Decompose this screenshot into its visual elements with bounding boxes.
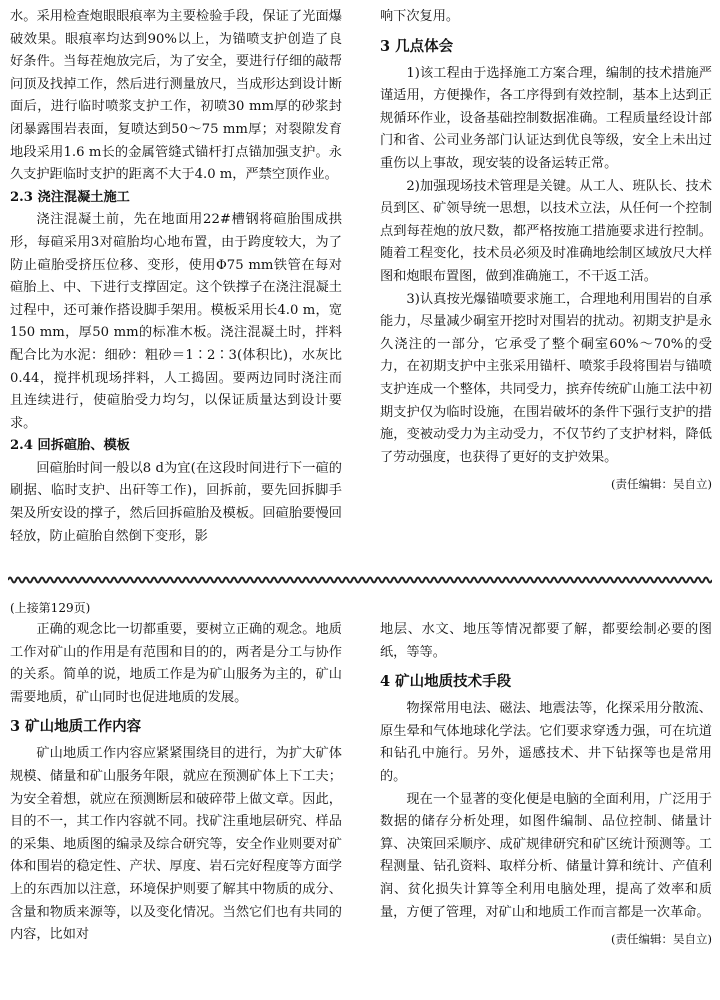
paragraph: 物探常用电法、磁法、地震法等，化探采用分散流、原生晕和气体地球化学法。它们要求穿透力强，可在坑道和钻孔中施行。另外，遥感技术、井下钻探等也是常用的。	[380, 701, 712, 784]
wavy-divider	[8, 574, 712, 586]
paragraph: 地层、水文、地压等情况都要了解，都要绘制必要的图纸，等等。	[380, 622, 712, 660]
paragraph: 响下次复用。	[380, 9, 460, 24]
paragraph: 2)加强现场技术管理是关键。从工人、班队长、技术员到区、矿领导统一思想，以技术立法，从任何一个控制点到每茬炮的放尺数，都严格按施工措施要求进行控制。随着工程变化，技术员必须及时准确地绘制区域放尺大样图和炮眼布置图，做到准确施工，不干返工活。	[380, 178, 712, 284]
paragraph: 1)该工程由于选择施工方案合理，编制的技术措施严谨适用，方便操作，各工序得到有效控制，基本上达到正规循环作业，设备基础控制数据准确。工程质量经设计部门和省、公司业务部门认证达到优良等级，安全上未出过重伤以上事故，现安装的设备运转正常。	[380, 65, 712, 171]
bottom-left-column	[10, 597, 342, 947]
editor-credit: (责任编辑：吴自立)	[611, 932, 712, 947]
paragraph: 浇注混凝土前，先在地面用22#槽钢将碹胎围成拱形，每碹采用3对碹胎均心地布置，由于跨度较大，为了防止碹胎受挤压位移、变形，使用Φ75 mm铁管在每对碹胎上、中、下进行支撑固定。这个铁撑子在浇注混凝土过程中，还可兼作搭设脚手架用。模板采用长4.0 m，宽150 mm，厚50 mm的标准木板。浇注混凝土时，拌料配合比为水泥：细砂：粗砂＝1∶2∶3(体积比)，水灰比0.44，搅拌机现场拌料，人工捣固。要两边同时浇注而且连续进行，使碹胎受力均匀，以保证质量达到设计要求。	[10, 212, 342, 431]
section-heading: 2.4 回拆碹胎、模板	[10, 438, 130, 454]
section-heading: 3 几点体会	[380, 37, 454, 55]
section-heading: 2.3 浇注混凝土施工	[10, 189, 130, 205]
bottom-right-column	[380, 619, 712, 950]
continued-from-note: (上接第129页)	[10, 601, 91, 615]
paragraph: 回碹胎时间一般以8 d为宜(在这段时间进行下一碹的刷据、临时支护、出矸等工作)，回拆前，要先回拆脚手架及所安设的撑子，然后回拆碹胎及模板。回碹胎要慢回轻放，防止碹胎自然倒下变形，影	[10, 460, 342, 544]
section-heading: 4 矿山地质技术手段	[380, 673, 512, 691]
paragraph: 正确的观念比一切都重要，要树立正确的观念。地质工作对矿山的作用是有范围和目的的，两者是分工与协作的关系。简单的说，地质工作是为矿山服务为主的，矿山需要地质，矿山同时也促进地质的发展。	[10, 622, 342, 705]
paragraph: 现在一个显著的变化便是电脑的全面利用，广泛用于数据的储存分析处理，如图件编制、品位控制、储量计算、决策回采顺序、成矿规律研究和矿区统计预测等。工程测量、钻孔资料、取样分析、储量计算和统计、产值利润、贫化损失计算等全利用电脑处理，提高了效率和质量，方便了管理，对矿山和地质工作而言都是一次革命。	[380, 791, 712, 920]
paragraph: 矿山地质工作内容应紧紧围绕目的进行，为扩大矿体规模、储量和矿山服务年限，就应在预测矿体上下工夫；为安全着想，就应在预测断层和破碎带上做文章。因此，目的不一，其工作内容就不同。找矿注重地层研究、样品的采集、地质图的编录及综合研究等，安全作业则要对矿体和围岩的稳定性、产状、厚度、岩石完好程度等方面学上的东西加以注意，环境保护则要了解其中物质的成分、含量和物质来源等，以及变化情况。当然它们也有共同的内容，比如对	[10, 746, 342, 943]
paragraph: 水。采用检查炮眼眼痕率为主要检验手段，保证了光面爆破效果。眼痕率均达到90%以上，为锚喷支护创造了良好条件。当每茬炮放完后，为了安全，要进行仔细的敲帮问顶及找掉工作，然后进行测量放尺，当成形达到设计断面后，进行临时喷浆支护工作，初喷30 mm厚的砂浆封闭暴露围岩表面，复喷达到50～75 mm厚；对裂隙发育地段采用1.6 m长的金属管缝式锚杆打点锚加强支护。永久支护距临时支护的距离不大于4.0 m，严禁空顶作业。	[10, 9, 342, 183]
top-right-column	[380, 6, 712, 495]
paragraph: 3)认真按光爆锚喷要求施工，合理地利用围岩的自承能力，尽量减少硐室开挖时对围岩的扰动。初期支护是永久浇注的一部分，它承受了整个硐室60%～70%的受力，在初期支护中主张采用锚杆、喷浆手段将围岩与锚喷支护连成一个整体，共同受力，摈弃传统矿山施工法中初期支护仅为临时设施，在围岩破坏的条件下强行支护的措施，变被动受力为主动受力，不仅节约了支护材料，降低了劳动强度，也获得了更好的支护效果。	[380, 291, 712, 465]
editor-credit: (责任编辑：吴自立)	[611, 477, 712, 492]
section-heading: 3 矿山地质工作内容	[10, 718, 142, 736]
top-left-column	[10, 6, 342, 548]
